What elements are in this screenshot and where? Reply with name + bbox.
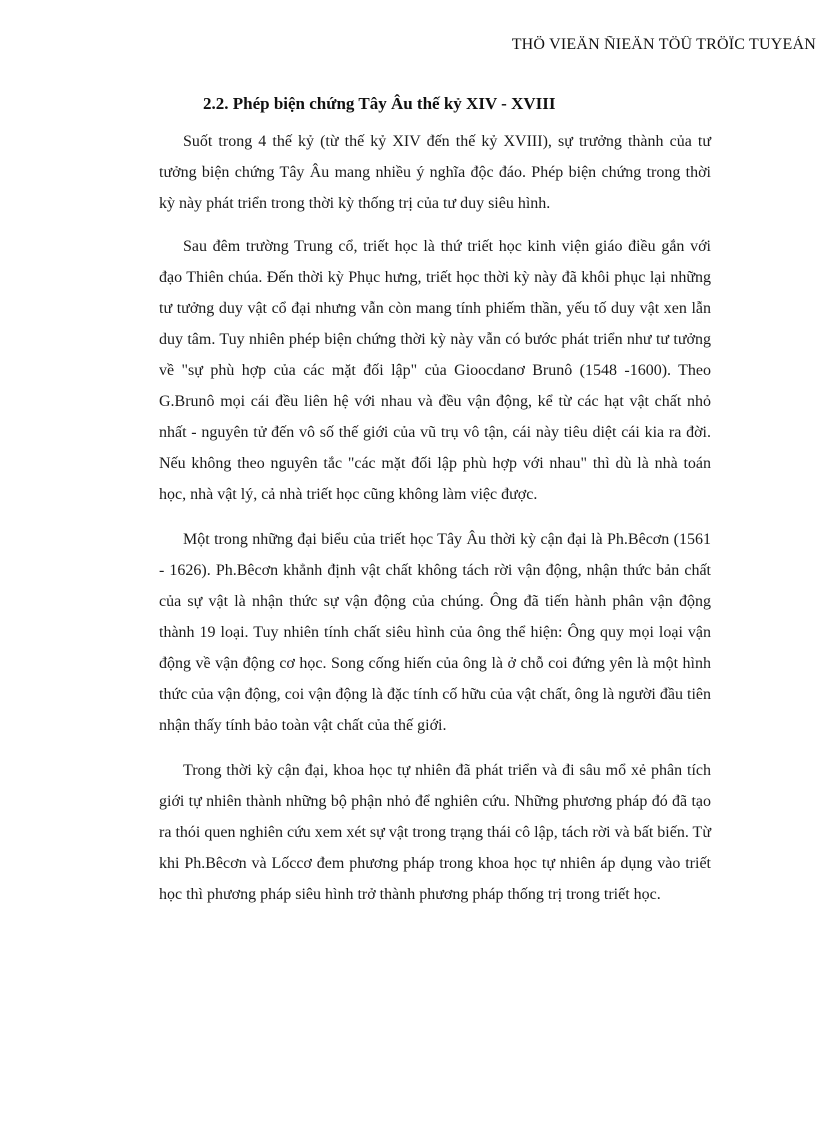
paragraph-1: Suốt trong 4 thế kỷ (từ thế kỷ XIV đến thế kỷ XVIII), sự trưởng thành của tư tưởng biện chứng Tây Âu mang nhiều ý nghĩa độc đáo. Phép biện chứng trong thời kỳ này phát triển trong thời kỳ thống trị của tư duy siêu hình. — [159, 133, 711, 212]
section-heading: 2.2. Phép biện chứng Tây Âu thế kỷ XIV - XVIII — [203, 94, 556, 113]
paragraph-4: Trong thời kỳ cận đại, khoa học tự nhiên đã phát triển và đi sâu mổ xẻ phân tích giới tự nhiên thành những bộ phận nhỏ để nghiên cứu. Những phương pháp đó đã tạo ra thói quen nghiên cứu xem xét sự vật trong trạng thái cô lập, tách rời và bất biến. Từ khi Ph.Bêcơn và Lốccơ đem phương pháp trong khoa học tự nhiên áp dụng vào triết học thì phương pháp siêu hình trở thành phương pháp thống trị trong triết học. — [159, 762, 711, 903]
page-header-site-title: THÖ VIEÄN ÑIEÄN TÖÛ TRÖÏC TUYEÁN — [511, 36, 816, 53]
document-body — [159, 126, 711, 924]
paragraph-3: Một trong những đại biểu của triết học Tây Âu thời kỳ cận đại là Ph.Bêcơn (1561 - 1626). Ph.Bêcơn khẳnh định vật chất không tách rời vận động, nhận thức bản chất của sự vật là nhận thức sự vận động của chúng. Ông đã tiến hành phân vận động thành 19 loại. Tuy nhiên tính chất siêu hình của ông thể hiện: Ông quy mọi loại vận động về vận động cơ học. Song cống hiến của ông là ở chỗ coi đứng yên là một hình thức của vận động, coi vận động là đặc tính cố hữu của vật chất, ông là người đầu tiên nhận thấy tính bảo toàn vật chất của thế giới. — [159, 531, 711, 734]
paragraph-2: Sau đêm trường Trung cổ, triết học là thứ triết học kinh viện giáo điều gắn với đạo Thiên chúa. Đến thời kỳ Phục hưng, triết học thời kỳ này đã khôi phục lại những tư tưởng duy vật cổ đại nhưng vẫn còn mang tính phiếm thần, yếu tố duy vật xen lẫn duy tâm. Tuy nhiên phép biện chứng thời kỳ này vẫn có bước phát triển như tư tưởng về "sự phù hợp của các mặt đối lập" của Gioocdanơ Brunô (1548 -1600). Theo G.Brunô mọi cái đều liên hệ với nhau và đều vận động, kể từ các hạt vật chất nhỏ nhất - nguyên tử đến vô số thế giới của vũ trụ vô tận, cái này tiêu diệt cái kia ra đời. Nếu không theo nguyên tắc "các mặt đối lập phù hợp với nhau" thì dù là nhà toán học, nhà vật lý, cả nhà triết học cũng không làm việc được. — [159, 238, 711, 503]
